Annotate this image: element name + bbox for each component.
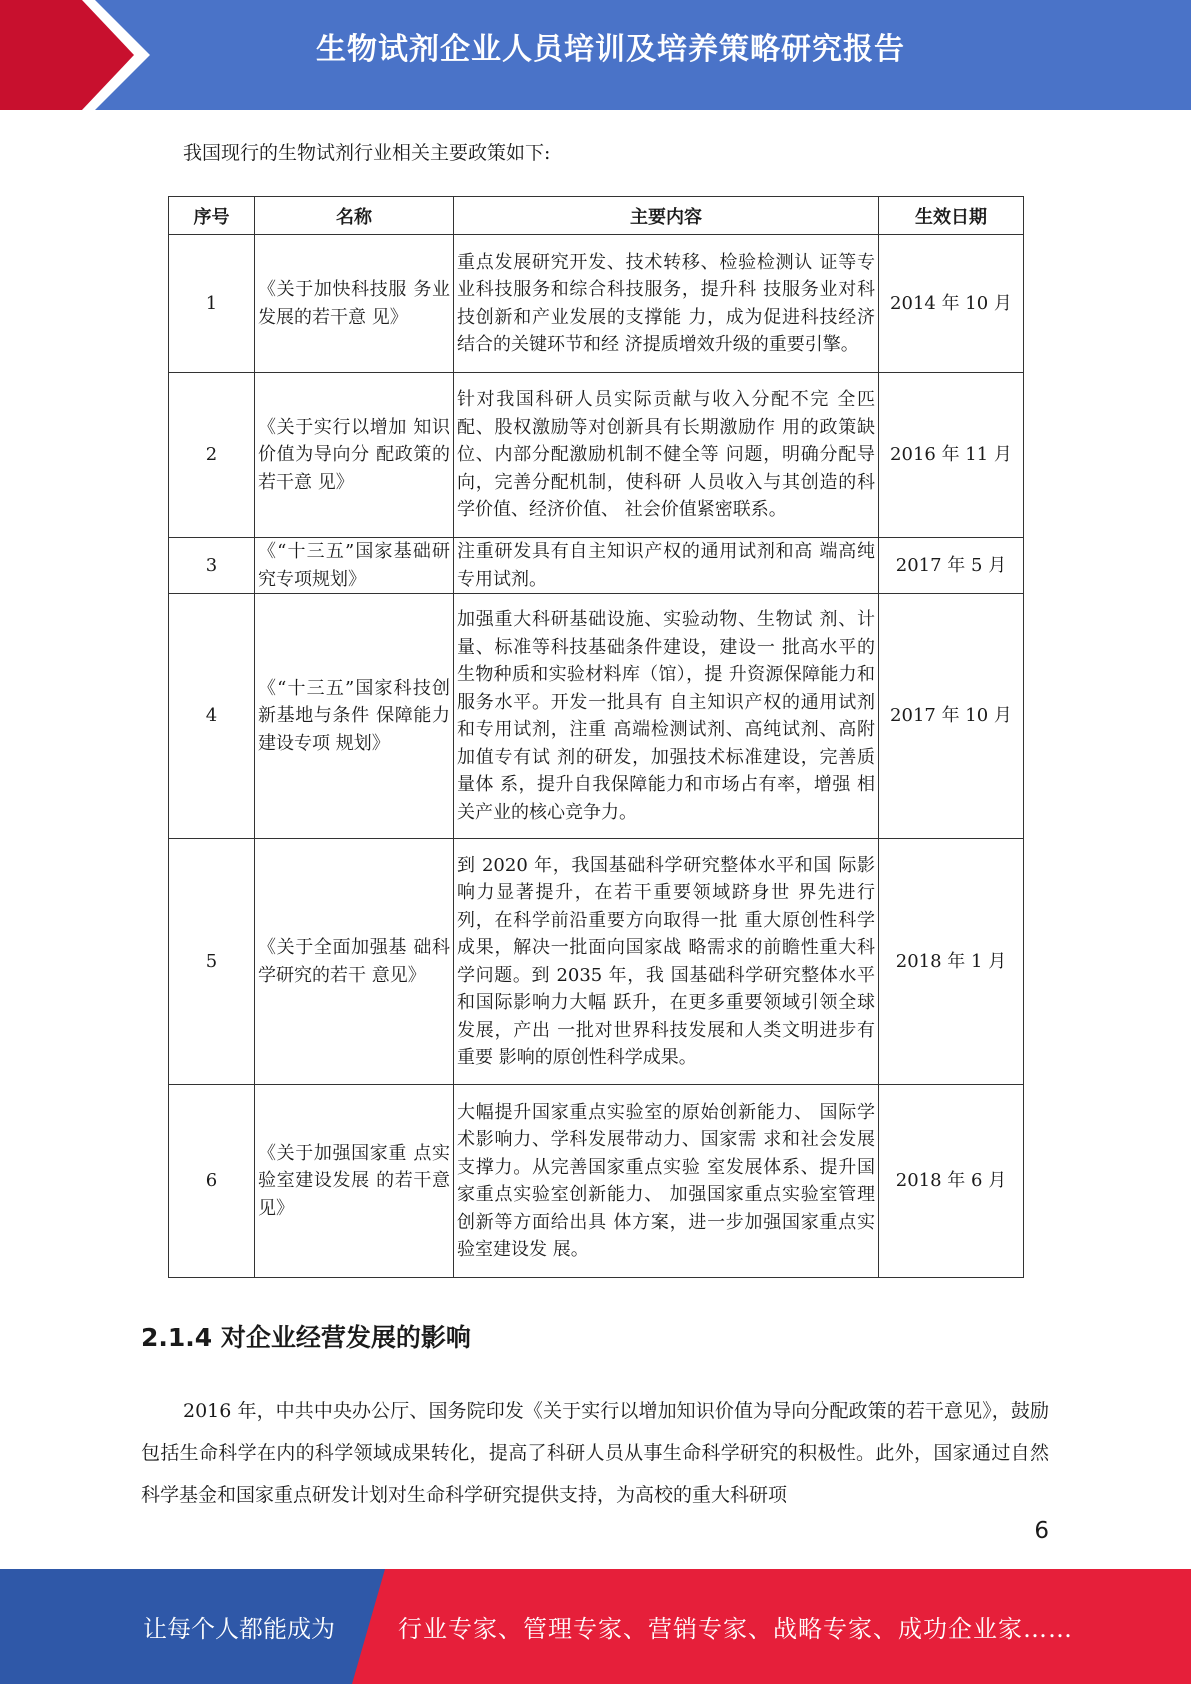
effective-date: 2014 年 10 月 <box>879 235 1024 373</box>
policy-name: 《关于全面加强基 础科学研究的若干 意见》 <box>255 839 454 1085</box>
effective-date: 2017 年 5 月 <box>879 538 1024 594</box>
policy-content: 到 2020 年，我国基础科学研究整体水平和国 际影响力显著提升，在若干重要领域跻身世 界先进行列，在科学前沿重要方向取得一批 重大原创性科学成果，解决一批面向国家战 略需求的前瞻性重大科学问题。到 2035 年，我 国基础科学研究整体水平和国际影响力大幅 跃升，在更多重要领域引领全球发展，产出 一批对世界科技发展和人类文明进步有重要 影响的原创性科学成果。 <box>454 839 879 1085</box>
header-date: 生效日期 <box>879 197 1024 235</box>
row-number: 1 <box>169 235 255 373</box>
effective-date: 2018 年 6 月 <box>879 1085 1024 1278</box>
page-number: 6 <box>1034 1518 1049 1544</box>
policy-content: 针对我国科研人员实际贡献与收入分配不完 全匹配、股权激励等对创新具有长期激励作 用的政策缺位、内部分配激励机制不健全等 问题，明确分配导向，完善分配机制，使科研 人员收入与其创造的科学价值、经济价值、 社会价值紧密联系。 <box>454 373 879 538</box>
row-number: 2 <box>169 373 255 538</box>
policy-content: 加强重大科研基础设施、实验动物、生物试 剂、计量、标准等科技基础条件建设，建设一 批高水平的生物种质和实验材料库（馆），提 升资源保障能力和服务水平。开发一批具有 自主知识产权的通用试剂和专用试剂，注重 高端检测试剂、高纯试剂、高附加值专有试 剂的研发，加强技术标准建设，完善质量体 系，提升自我保障能力和市场占有率，增强 相关产业的核心竞争力。 <box>454 594 879 839</box>
page-header <box>0 0 1191 110</box>
header-name: 名称 <box>255 197 454 235</box>
policy-name: 《“十三五”国家科技创新基地与条件 保障能力建设专项 规划》 <box>255 594 454 839</box>
effective-date: 2017 年 10 月 <box>879 594 1024 839</box>
footer-slogan-left: 让每个人都能成为 <box>143 1615 335 1643</box>
report-title: 生物试剂企业人员培训及培养策略研究报告 <box>316 32 905 67</box>
table-row <box>169 1085 1024 1278</box>
policy-content: 注重研发具有自主知识产权的通用试剂和高 端高纯专用试剂。 <box>454 538 879 594</box>
page-footer <box>0 1569 1191 1684</box>
table-header-row <box>169 197 1024 235</box>
body-paragraph: 2016 年，中共中央办公厅、国务院印发《关于实行以增加知识价值为导向分配政策的若干意见》，鼓励包括生命科学在内的科学领域成果转化，提高了科研人员从事生命科学研究的积极性。此外，国家通过自然科学基金和国家重点研发计划对生命科学研究提供支持，为高校的重大科研项 <box>141 1400 1049 1506</box>
section-heading: 2.1.4 对企业经营发展的影响 <box>141 1323 471 1352</box>
row-number: 6 <box>169 1085 255 1278</box>
policy-content: 大幅提升国家重点实验室的原始创新能力、 国际学术影响力、学科发展带动力、国家需 求和社会发展支撑力。从完善国家重点实验 室发展体系、提升国家重点实验室创新能力、 加强国家重点实验室管理创新等方面给出具 体方案，进一步加强国家重点实验室建设发 展。 <box>454 1085 879 1278</box>
intro-text: 我国现行的生物试剂行业相关主要政策如下: <box>183 142 551 164</box>
table-row <box>169 538 1024 594</box>
row-number: 4 <box>169 594 255 839</box>
policy-table <box>168 196 1024 1278</box>
table-row <box>169 373 1024 538</box>
row-number: 3 <box>169 538 255 594</box>
policy-name: 《关于加强国家重 点实验室建设发展 的若干意见》 <box>255 1085 454 1278</box>
effective-date: 2016 年 11 月 <box>879 373 1024 538</box>
policy-name: 《关于加快科技服 务业发展的若干意 见》 <box>255 235 454 373</box>
policy-name: 《“十三五”国家基础研究专项规划》 <box>255 538 454 594</box>
policy-name: 《关于实行以增加 知识价值为导向分 配政策的若干意 见》 <box>255 373 454 538</box>
header-content: 主要内容 <box>454 197 879 235</box>
table-row <box>169 594 1024 839</box>
policy-content: 重点发展研究开发、技术转移、检验检测认 证等专业科技服务和综合科技服务，提升科 技服务业对科技创新和产业发展的支撑能 力，成为促进科技经济结合的关键环节和经 济提质增效升级的重要引擎。 <box>454 235 879 373</box>
table-row <box>169 235 1024 373</box>
effective-date: 2018 年 1 月 <box>879 839 1024 1085</box>
table-row <box>169 839 1024 1085</box>
header-no: 序号 <box>169 197 255 235</box>
footer-slogan-right: 行业专家、管理专家、营销专家、战略专家、成功企业家…… <box>398 1615 1073 1643</box>
row-number: 5 <box>169 839 255 1085</box>
